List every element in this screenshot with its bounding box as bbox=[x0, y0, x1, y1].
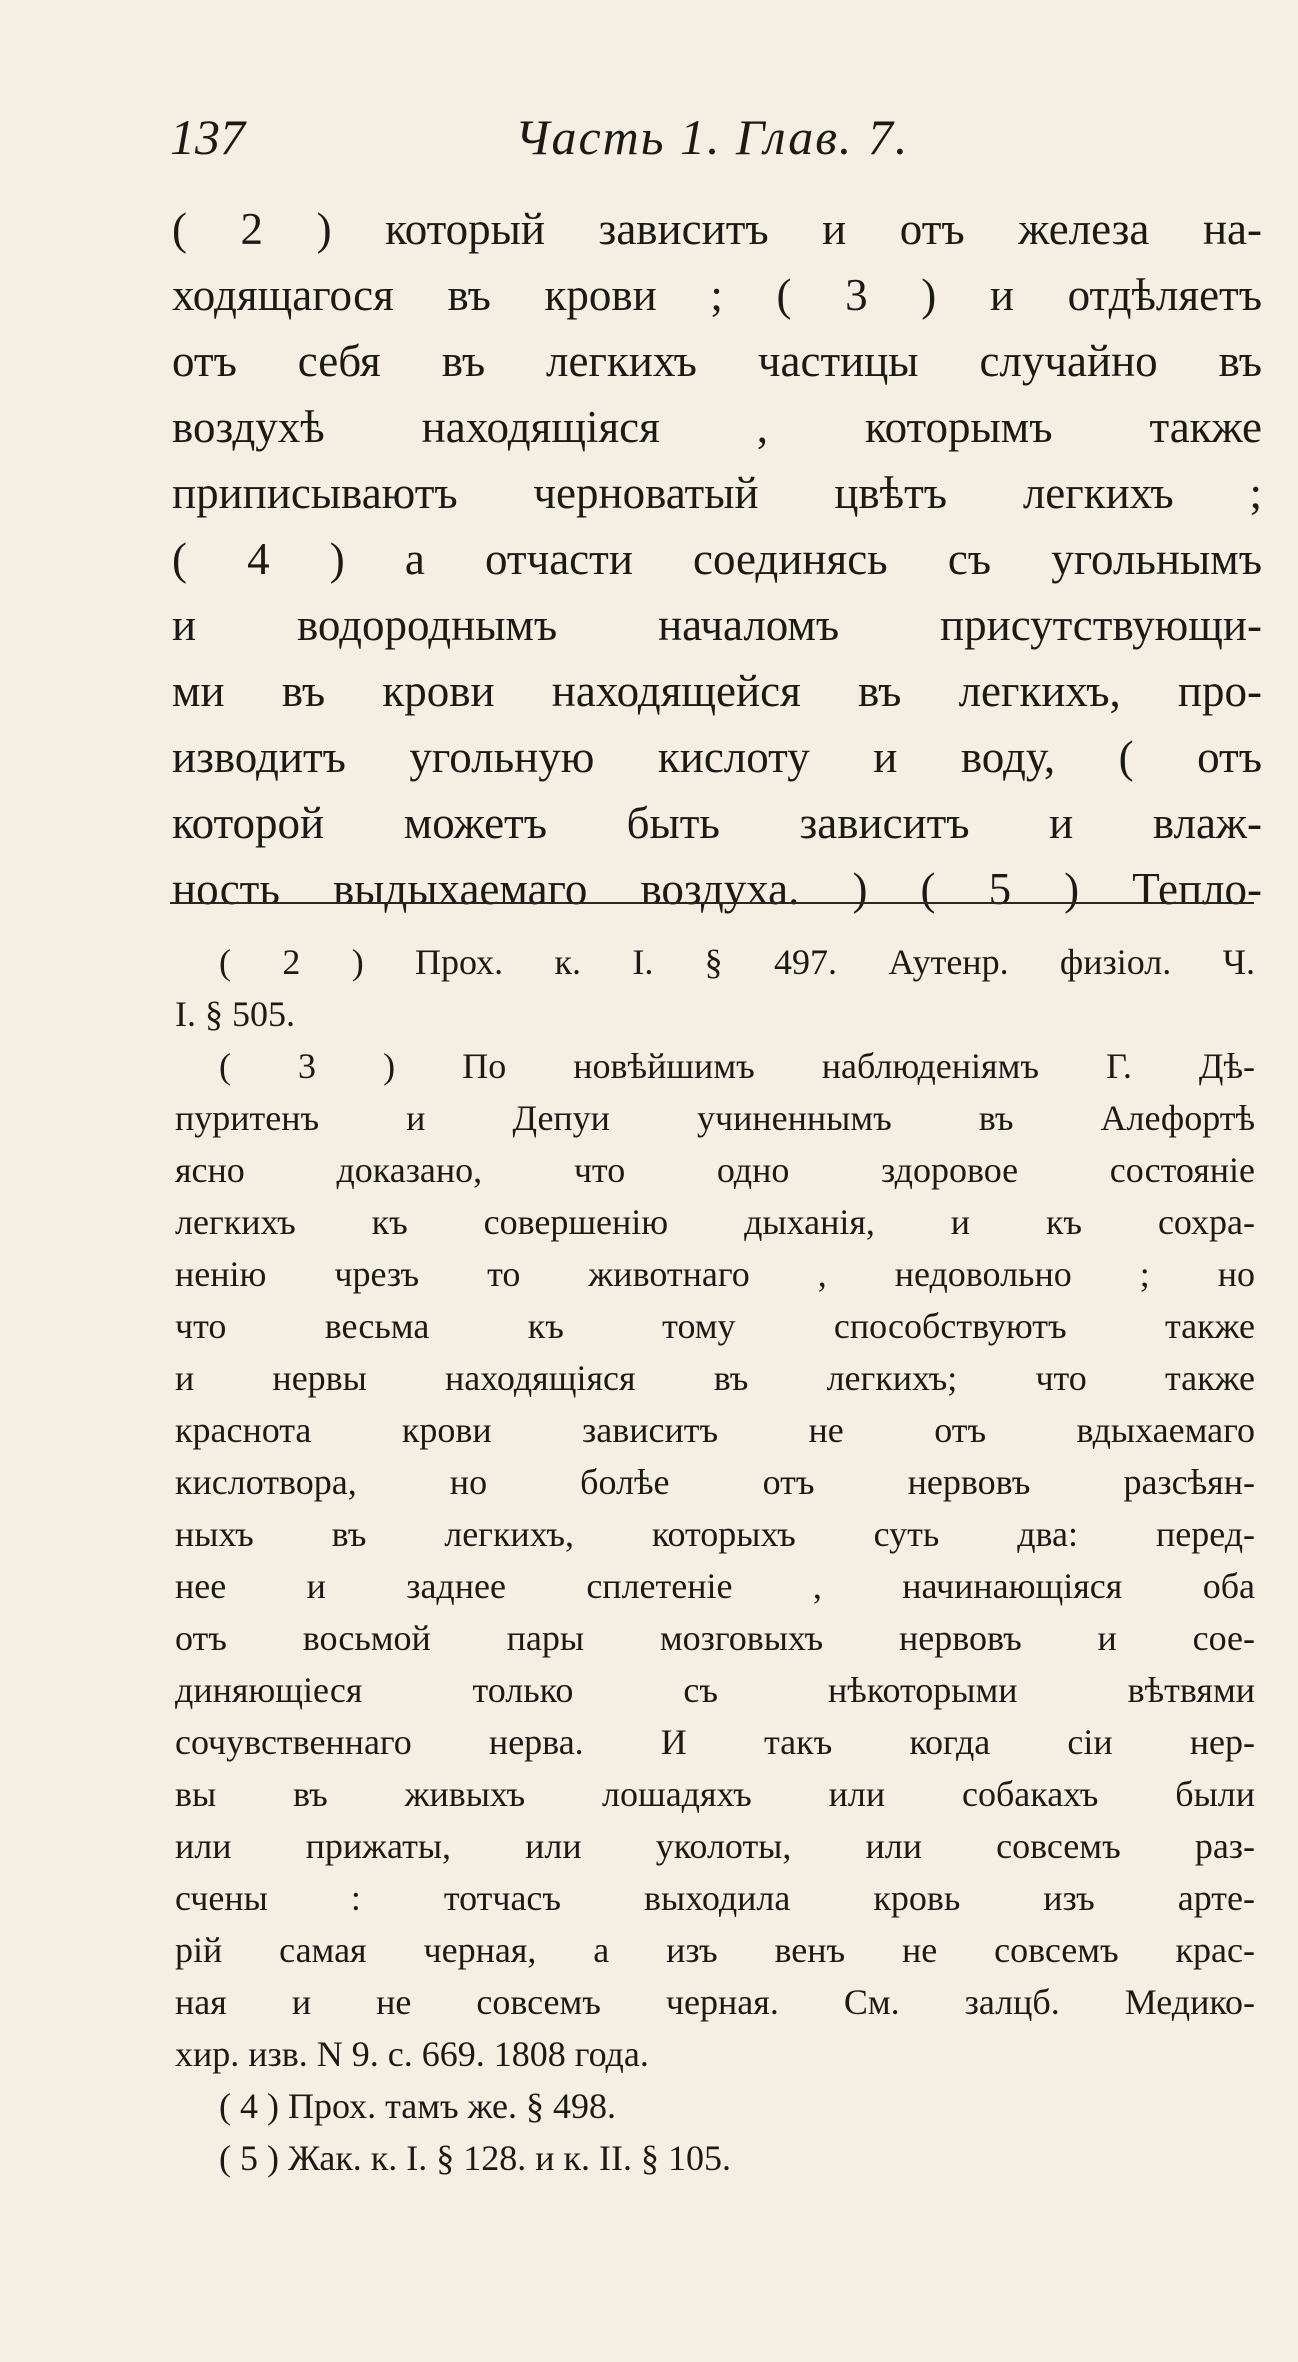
text-line: ность выдыхаемаго воздуха. ) ( 5 ) Тепло- bbox=[172, 864, 1262, 914]
footnote-line: вы въ живыхъ лошадяхъ или собакахъ были bbox=[175, 1774, 1255, 1814]
footnote-line: ( 2 ) Прох. к. I. § 497. Аутенр. физіол. Ч. bbox=[219, 942, 1255, 982]
text-line: ми въ крови находящейся въ легкихъ, про- bbox=[172, 666, 1262, 716]
footnote-line: легкихъ къ совершенію дыханія, и къ сохра- bbox=[175, 1202, 1255, 1242]
text-line: которой можетъ быть зависитъ и влаж- bbox=[172, 798, 1262, 848]
main-text bbox=[172, 196, 1262, 922]
text-line: отъ себя въ легкихъ частицы случайно въ bbox=[172, 336, 1262, 386]
footnote-4 bbox=[175, 2080, 1255, 2132]
footnote-line: ная и не совсемъ черная. См. залцб. Медико- bbox=[175, 1982, 1255, 2022]
footnote-line: ( 4 ) Прох. тамъ же. § 498. bbox=[219, 2086, 617, 2126]
footnote-divider bbox=[170, 902, 1254, 904]
footnote-line: счены : тотчасъ выходила кровь изъ арте- bbox=[175, 1878, 1255, 1918]
text-line: ( 4 ) а отчасти соединясь съ угольнымъ bbox=[172, 534, 1262, 584]
footnote-line: ныхъ въ легкихъ, которыхъ суть два: перед- bbox=[175, 1514, 1255, 1554]
text-line: ( 2 ) который зависитъ и отъ железа на- bbox=[172, 204, 1262, 254]
text-line: воздухѣ находящіяся , которымъ также bbox=[172, 402, 1262, 452]
footnote-line: краснота крови зависитъ не отъ вдыхаемаго bbox=[175, 1410, 1255, 1450]
footnote-line: сочувственнаго нерва. И такъ когда сіи нер- bbox=[175, 1722, 1255, 1762]
footnotes bbox=[175, 936, 1255, 2184]
footnote-line: и нервы находящіяся въ легкихъ; что также bbox=[175, 1358, 1255, 1398]
text-line: ходящагося въ крови ; ( 3 ) и отдѣляетъ bbox=[172, 270, 1262, 320]
text-line: изводитъ угольную кислоту и воду, ( отъ bbox=[172, 732, 1262, 782]
running-head: Часть 1. Глав. 7. bbox=[515, 109, 910, 165]
footnote-2 bbox=[175, 936, 1255, 1040]
footnote-line: кислотвора, но болѣе отъ нервовъ разсѣян- bbox=[175, 1462, 1255, 1502]
footnote-5 bbox=[175, 2132, 1255, 2184]
footnote-line: ненію чрезъ то животнаго , недовольно ; но bbox=[175, 1254, 1255, 1294]
footnote-line: или прижаты, или уколоты, или совсемъ раз- bbox=[175, 1826, 1255, 1866]
page-number: 137 bbox=[170, 109, 245, 165]
footnote-line: ясно доказано, что одно здоровое состояніе bbox=[175, 1150, 1255, 1190]
footnote-line: ( 3 ) По новѣйшимъ наблюденіямъ Г. Дѣ- bbox=[219, 1046, 1255, 1086]
page-header bbox=[170, 108, 1010, 178]
footnote-line: нее и заднее сплетеніе , начинающіяся оба bbox=[175, 1566, 1255, 1606]
footnote-line: хир. изв. N 9. с. 669. 1808 года. bbox=[175, 2034, 649, 2074]
text-line: приписываютъ черноватый цвѣтъ легкихъ ; bbox=[172, 468, 1262, 518]
footnote-line: пуритенъ и Депуи учиненнымъ въ Алефортѣ bbox=[175, 1098, 1255, 1138]
footnote-line: диняющіеся только съ нѣкоторыми вѣтвями bbox=[175, 1670, 1255, 1710]
footnote-line: рій самая черная, а изъ венъ не совсемъ крас- bbox=[175, 1930, 1255, 1970]
text-line: и водороднымъ началомъ присутствующи- bbox=[172, 600, 1262, 650]
footnote-line: что весьма къ тому способствуютъ также bbox=[175, 1306, 1255, 1346]
footnote-3 bbox=[175, 1040, 1255, 2080]
footnote-line: ( 5 ) Жак. к. I. § 128. и к. II. § 105. bbox=[219, 2138, 732, 2178]
footnote-line: I. § 505. bbox=[175, 994, 295, 1034]
footnote-line: отъ восьмой пары мозговыхъ нервовъ и сое- bbox=[175, 1618, 1255, 1658]
